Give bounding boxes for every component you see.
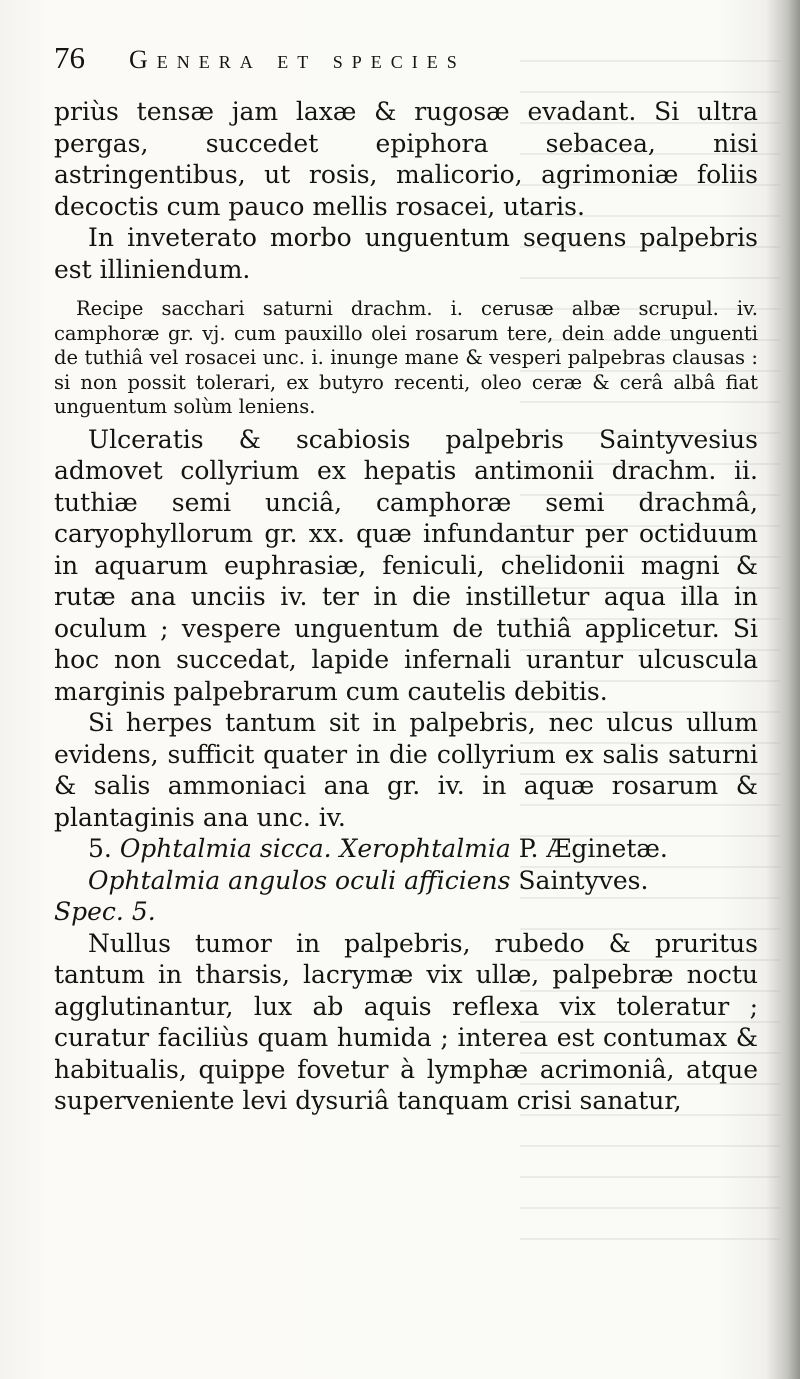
section-heading: [54, 833, 758, 865]
paragraph-4: Si herpes tantum sit in palpebris, nec ulcus ullum evidens, sufficit quater in die collyrium ex salis saturni & salis ammoniaci ana gr. iv. in aquæ rosarum & plantaginis ana unc. iv.: [54, 708, 758, 832]
section-subtitle-line: [54, 865, 758, 897]
running-head: Genera et species: [129, 45, 466, 74]
paragraph-3: Ulceratis & scabiosis palpebris Saintyvesius admovet collyrium ex hepatis antimonii drachm. ii. tuthiæ semi unciâ, camphoræ semi drachmâ, caryophyllorum gr. xx. quæ infundantur per octiduum in aquarum euphrasiæ, feniculi, chelidonii magni & rutæ ana unciis iv. ter in die instilletur aqua illa in oculum ; vespere unguentum de tuthiâ applicetur. Si hoc non succedat, lapide infernali urantur ulcuscula marginis palpebrarum cum cautelis debitis.: [54, 424, 758, 706]
paragraph-1: priùs tensæ jam laxæ & rugosæ evadant. Si ultra pergas, succedet epiphora sebacea, nisi astringentibus, ut rosis, malicorio, agrimoniæ foliis decoctis cum pauco mellis rosacei, utaris.: [54, 97, 758, 221]
page-text-block: [54, 40, 758, 1117]
section-sub-author: Saintyves.: [518, 865, 649, 895]
section-subtitle: Ophtalmia angulos oculi afficiens: [88, 865, 511, 895]
section-title: Ophtalmia sicca. Xerophtalmia: [119, 834, 511, 863]
paragraph-2: In inveterato morbo unguentum sequens palpebris est illiniendum.: [54, 223, 758, 284]
recipe-paragraph: Recipe sacchari saturni drachm. i. cerusæ albæ scrupul. iv. camphoræ gr. vj. cum pauxillo olei rosarum tere, dein adde unguenti de tuthiâ vel rosacei unc. i. inunge mane & vesperi palpebras clausas : si non possit tolerari, ex butyro recenti, oleo ceræ & cerâ albâ fiat unguentum solùm leniens.: [54, 297, 758, 418]
section-spec: Spec. 5.: [54, 897, 156, 926]
paragraph-5: Nullus tumor in palpebris, rubedo & pruritus tantum in tharsis, lacrymæ vix ullæ, palpebræ noctu agglutinantur, lux ab aquis reflexa vix toleratur ; curatur faciliùs quam humida ; interea est contumax & habitualis, quippe fovetur à lymphæ acrimoniâ, atque superveniente levi dysuriâ tanquam crisi sanatur,: [54, 928, 758, 1115]
page-header: [54, 40, 758, 96]
section-number: 5.: [88, 834, 112, 863]
section-author: P. Æginetæ.: [518, 834, 668, 863]
page-gutter-shadow: [766, 0, 800, 1379]
page-number: 76: [54, 40, 85, 75]
